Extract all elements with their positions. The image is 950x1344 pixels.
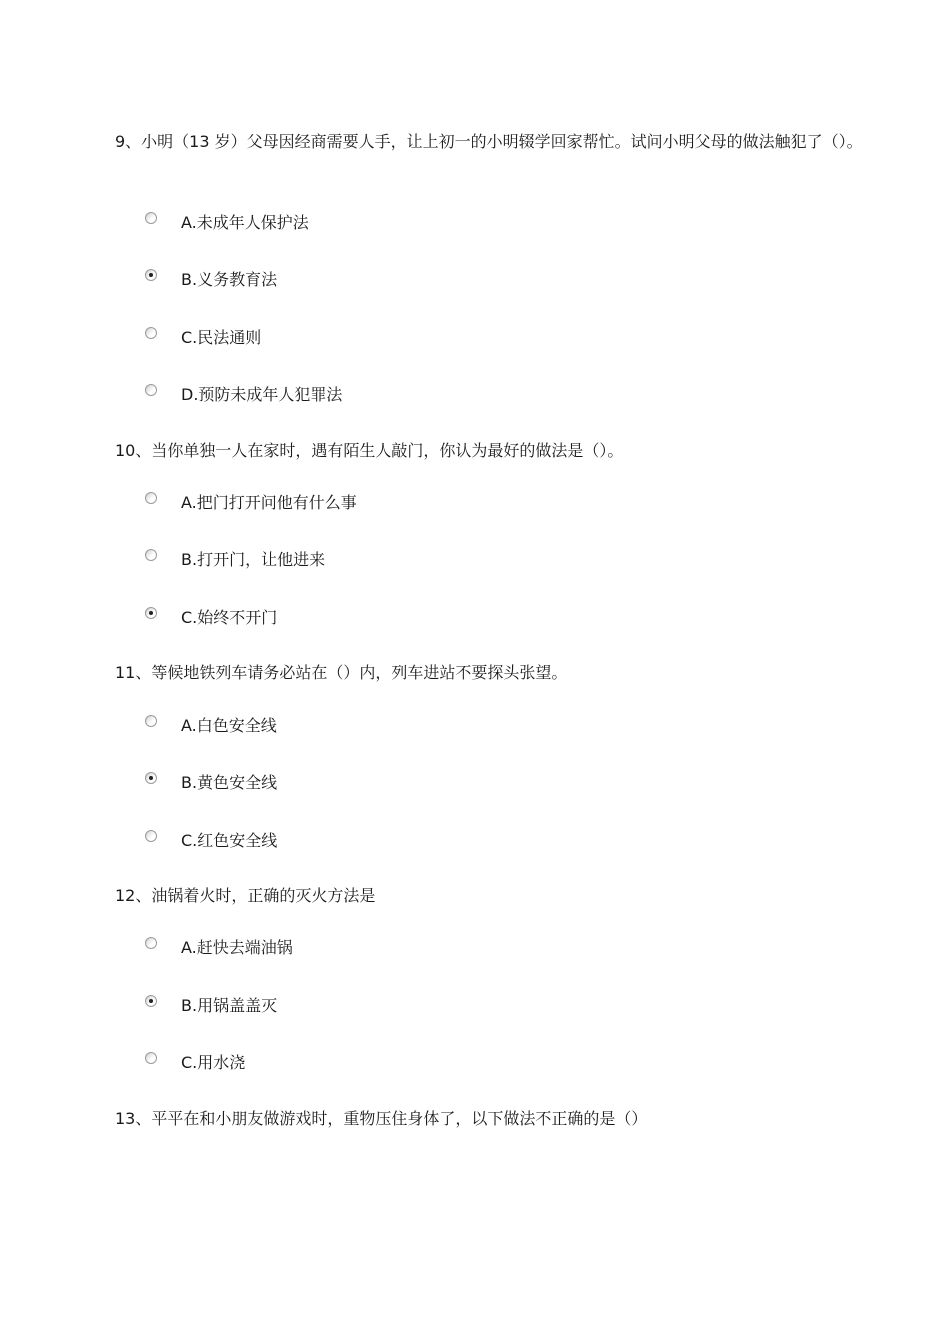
option-label: D.预防未成年人犯罪法 xyxy=(181,385,343,404)
option-label: C.民法通则 xyxy=(181,328,262,347)
option-label: B.义务教育法 xyxy=(181,270,278,289)
radio-checked-icon[interactable] xyxy=(145,995,157,1007)
radio-unchecked-icon[interactable] xyxy=(145,715,157,727)
option-label: C.用水浇 xyxy=(181,1053,246,1072)
option-label: B.打开门，让他进来 xyxy=(181,550,326,569)
question-text: 10、当你单独一人在家时，遇有陌生人敲门，你认为最好的做法是（）。 xyxy=(115,441,624,460)
radio-unchecked-icon[interactable] xyxy=(145,937,157,949)
radio-unchecked-icon[interactable] xyxy=(145,830,157,842)
radio-checked-icon[interactable] xyxy=(145,269,157,281)
question-text: 11、等候地铁列车请务必站在（）内，列车进站不要探头张望。 xyxy=(115,663,568,682)
question-11 xyxy=(95,658,865,687)
question-9 xyxy=(95,127,865,156)
question-text: 9、小明（13 岁）父母因经商需要人手，让上初一的小明辍学回家帮忙。试问小明父母的做法触犯了（）。 xyxy=(115,132,863,151)
option-label: C.始终不开门 xyxy=(181,608,278,627)
option-label: B.用锅盖盖灭 xyxy=(181,996,278,1015)
radio-unchecked-icon[interactable] xyxy=(145,492,157,504)
option-label: A.把门打开问他有什么事 xyxy=(181,493,357,512)
option-label: B.黄色安全线 xyxy=(181,773,278,792)
question-12 xyxy=(95,881,865,910)
question-text: 13、平平在和小朋友做游戏时，重物压住身体了，以下做法不正确的是（） xyxy=(115,1109,648,1128)
radio-unchecked-icon[interactable] xyxy=(145,549,157,561)
question-text: 12、油锅着火时，正确的灭火方法是 xyxy=(115,886,376,905)
question-13 xyxy=(95,1104,865,1133)
radio-checked-icon[interactable] xyxy=(145,607,157,619)
option-label: C.红色安全线 xyxy=(181,831,278,850)
radio-unchecked-icon[interactable] xyxy=(145,327,157,339)
radio-unchecked-icon[interactable] xyxy=(145,1052,157,1064)
question-10 xyxy=(95,436,865,465)
option-label: A.未成年人保护法 xyxy=(181,213,309,232)
radio-unchecked-icon[interactable] xyxy=(145,384,157,396)
option-label: A.白色安全线 xyxy=(181,716,277,735)
radio-unchecked-icon[interactable] xyxy=(145,212,157,224)
option-label: A.赶快去端油锅 xyxy=(181,938,293,957)
radio-checked-icon[interactable] xyxy=(145,772,157,784)
